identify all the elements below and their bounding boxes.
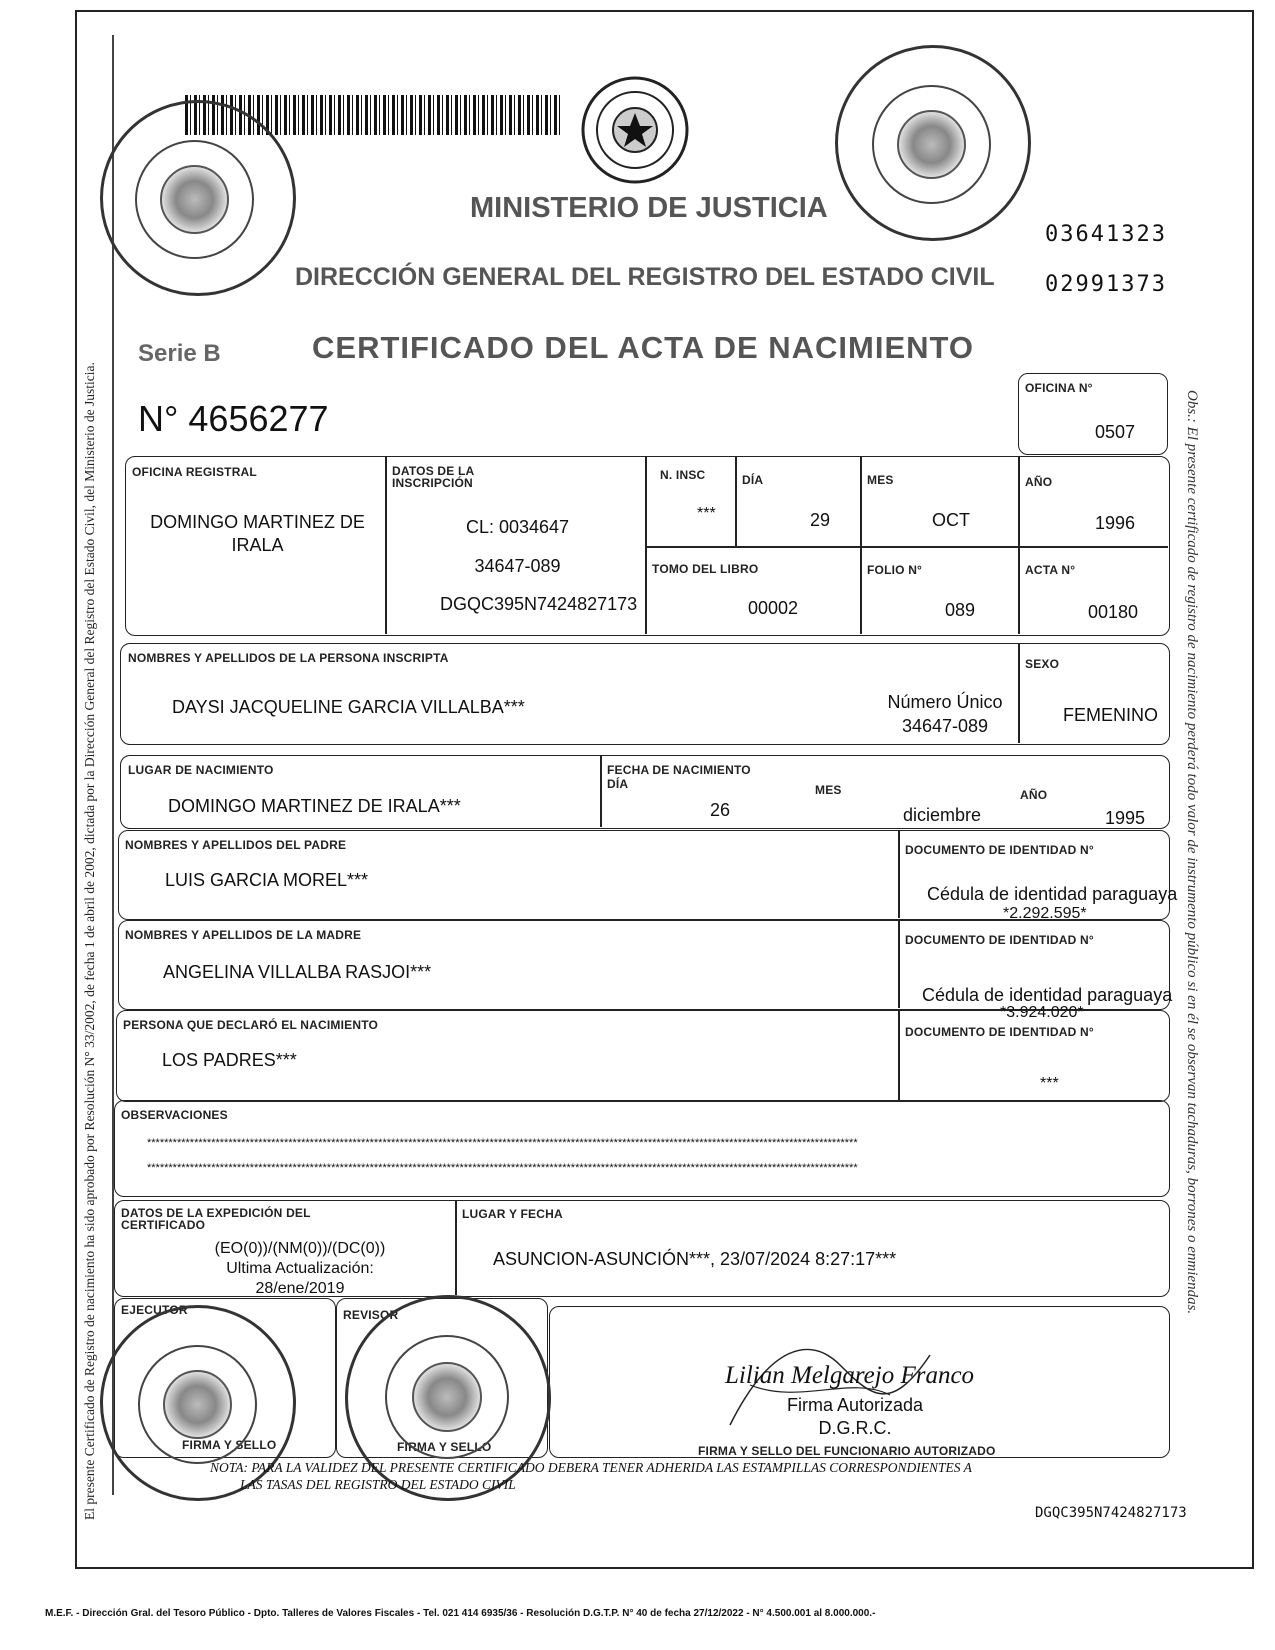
registry-office-line1: DOMINGO MARTINEZ DE (150, 512, 365, 532)
folio-value: 089 (945, 600, 976, 620)
mother-document-label: DOCUMENTO DE IDENTIDAD N° (905, 933, 1094, 947)
birth-month-value: diciembre (903, 805, 982, 825)
mother-name: ANGELINA VILLALBA RASJOI*** (163, 962, 432, 982)
office-number-label: OFICINA N° (1025, 381, 1093, 395)
birth-day-value: 26 (710, 800, 731, 820)
divider (735, 456, 737, 546)
book-volume-label: TOMO DEL LIBRO (652, 562, 759, 576)
registry-seal-reviewer-core (412, 1362, 482, 1432)
serie-label: Serie B (138, 340, 221, 367)
right-legal-note: Obs.: El presente certificado de registro de nacimiento perderá todo valor de instrumento público si en él se observan tachaduras, borrones o enmiendas. (1184, 390, 1200, 1315)
registry-day-value: 29 (810, 510, 831, 530)
mother-document-type: Cédula de identidad paraguaya (922, 985, 1173, 1005)
birth-day-label: DÍA (607, 777, 629, 791)
declarant-document-number: *** (1040, 1075, 1059, 1092)
divider (898, 1010, 900, 1100)
act-number-label: ACTA N° (1025, 563, 1076, 577)
place-date-label: LUGAR Y FECHA (462, 1207, 563, 1221)
birth-place-label: LUGAR DE NACIMIENTO (128, 763, 274, 777)
executor-label: EJECUTOR (121, 1303, 188, 1317)
birth-place-value: DOMINGO MARTINEZ DE IRALA*** (168, 796, 461, 816)
registry-office-label: OFICINA REGISTRAL (132, 465, 257, 479)
observations-line2: ********************************************************************************************************************************************************************** (147, 1162, 858, 1174)
divider (1018, 456, 1020, 634)
registry-day-label: DÍA (742, 473, 764, 487)
control-code-2: 02991373 (1045, 272, 1167, 297)
issuance-label: DATOS DE LA EXPEDICIÓN DEL CERTIFICADO (121, 1206, 311, 1232)
divider (455, 1200, 457, 1295)
father-name: LUIS GARCIA MOREL*** (165, 870, 369, 890)
mother-document-number: *3.924.020* (1000, 1004, 1084, 1021)
signer-name: Lilian Melgarejo Franco (725, 1362, 975, 1389)
executor-sign-label: FIRMA Y SELLO (182, 1438, 277, 1452)
declarant-label: PERSONA QUE DECLARÓ EL NACIMIENTO (123, 1018, 379, 1032)
folio-label: FOLIO N° (867, 563, 923, 577)
father-label: NOMBRES Y APELLIDOS DEL PADRE (125, 838, 347, 852)
direction-title: DIRECCIÓN GENERAL DEL REGISTRO DEL ESTADO CIVIL (295, 263, 995, 291)
official-signature-label: FIRMA Y SELLO DEL FUNCIONARIO AUTORIZADO (698, 1444, 996, 1458)
act-number-value: 00180 (1088, 602, 1139, 622)
father-document-type: Cédula de identidad paraguaya (927, 884, 1178, 904)
reviewer-sign-label: FIRMA Y SELLO (397, 1440, 492, 1454)
declarant-document-label: DOCUMENTO DE IDENTIDAD N° (905, 1025, 1094, 1039)
divider (898, 920, 900, 1008)
registered-person-name: DAYSI JACQUELINE GARCIA VILLALBA*** (172, 697, 525, 717)
divider (898, 830, 900, 918)
signer-role: Firma Autorizada (786, 1395, 924, 1415)
registry-month-label: MES (867, 473, 894, 487)
certificate-number: N° 4656277 (138, 398, 329, 439)
registry-seal-executor-core (163, 1370, 232, 1439)
registry-office-line2: IRALA (231, 535, 284, 555)
place-date-value: ASUNCION-ASUNCIÓN***, 23/07/2024 8:27:17*** (493, 1249, 897, 1269)
declarant-name: LOS PADRES*** (162, 1050, 297, 1070)
divider (645, 546, 1168, 548)
paraguay-national-seal-icon (580, 75, 690, 185)
unique-number-value: 34647-089 (901, 716, 989, 736)
birth-month-label: MES (815, 783, 842, 797)
divider (600, 755, 602, 827)
certificate-title: CERTIFICADO DEL ACTA DE NACIMIENTO (312, 330, 975, 365)
registry-year-label: AÑO (1025, 475, 1053, 489)
inscription-data-line2: 34647-089 (474, 556, 561, 576)
inscription-data-line1: CL: 0034647 (465, 517, 570, 537)
registry-seal-top-right-core (897, 110, 966, 179)
bottom-control-code: DGQC395N7424827173 (1035, 1505, 1187, 1521)
unique-number-label: Número Único (887, 692, 1003, 712)
father-document-number: *2.292.595* (1003, 905, 1087, 922)
issuance-line1: (EO(0))/(NM(0))/(DC(0)) (214, 1240, 386, 1257)
mother-label: NOMBRES Y APELLIDOS DE LA MADRE (125, 928, 362, 942)
left-legal-note: El presente Certificado de Registro de nacimiento ha sido aprobado por Resolución N° 33/2002, de fecha 1 de abril de 2002, dictada por la Dirección General del Registro del Estado Civil, del Ministerio de Justicia. (82, 362, 97, 1520)
observations-label: OBSERVACIONES (121, 1108, 228, 1122)
divider (645, 456, 647, 634)
registry-seal-top-left-core (160, 165, 229, 234)
divider (385, 456, 387, 634)
registry-year-value: 1996 (1095, 513, 1136, 533)
footer-printer-note: M.E.F. - Dirección Gral. del Tesoro Público - Dpto. Talleres de Valores Fiscales - Tel. 021 414 6935/36 - Resolución D.G.T.P. N° 40 de fecha 27/12/2022 - N° 4.500.001 al 8.000.000.- (45, 1608, 876, 1619)
reviewer-label: REVISOR (343, 1308, 399, 1322)
ministry-title: MINISTERIO DE JUSTICIA (470, 192, 828, 224)
book-volume-value: 00002 (748, 598, 799, 618)
n-insc-label: N. INSC (660, 468, 706, 482)
registry-month-value: OCT (932, 510, 970, 530)
birth-year-value: 1995 (1105, 808, 1146, 828)
office-number-value: 0507 (1095, 422, 1136, 442)
birth-date-label: FECHA DE NACIMIENTO (607, 763, 751, 777)
father-document-label: DOCUMENTO DE IDENTIDAD N° (905, 843, 1094, 857)
validity-note: NOTA: PARA LA VALIDEZ DEL PRESENTE CERTIFICADO DEBERA TENER ADHERIDA LAS ESTAMPILLAS CORRESPONDIENTES A (210, 1460, 972, 1475)
issuance-line3: 28/ene/2019 (255, 1280, 345, 1297)
issuance-line2: Ultima Actualización: (226, 1260, 374, 1277)
control-code-1: 03641323 (1045, 222, 1167, 247)
validity-note-2: LAS TASAS DEL REGISTRO DEL ESTADO CIVIL (240, 1477, 516, 1492)
observations-line1: ********************************************************************************************************************************************************************** (147, 1137, 858, 1149)
sex-label: SEXO (1025, 657, 1060, 671)
n-insc-value: *** (697, 505, 716, 522)
sex-value: FEMENINO (1063, 705, 1159, 725)
registered-person-label: NOMBRES Y APELLIDOS DE LA PERSONA INSCRIPTA (128, 651, 449, 665)
inscription-data-label: DATOS DE LA INSCRIPCIÓN (392, 464, 474, 490)
divider (860, 456, 862, 634)
inscription-data-line3: DGQC395N7424827173 (440, 594, 638, 614)
birth-year-label: AÑO (1020, 788, 1048, 802)
signer-office: D.G.R.C. (818, 1418, 892, 1438)
